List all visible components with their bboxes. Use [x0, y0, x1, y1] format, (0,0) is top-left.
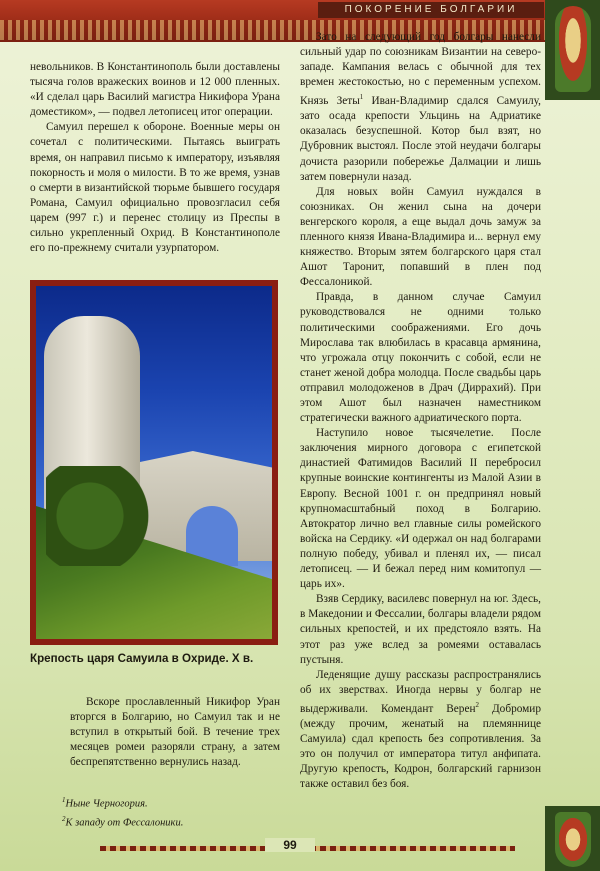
paragraph: Наступило новое тысячелетие. После заключения мирного договора с египетской династией Фатимидов Василий II перебросил крупные воинские контингенты из Малой Азии в Европу. Весной 1001 г. он предпринял новый крупномасштабный поход в Болгарию. Автократор лично вел главные силы ромейского войска на Сердику. «И одержал он над болгарами полную победу, убивал и пленял их, — писал летописец. — И бежал перед ним комитопул — царь их». [300, 427, 541, 591]
paragraph [300, 668, 541, 793]
text-run: Зато на следующий год болгары нанесли сильный удар по союзникам Византии на северо-западе. Кампания велась с обычной для тех времен жестокостью, но с переменным успехом. Князь Зеты [300, 31, 541, 108]
photo-caption: Крепость царя Самуила в Охриде. X в. [30, 652, 254, 665]
paragraph: Вскоре прославленный Никифор Уран вторгся в Болгарию, но Самуил так и не вступил в открытый бой. В течение трех месяцев ромеи разоряли страну, а затем беспрепятственно вернулись назад. [70, 696, 280, 769]
text-run: Иван-Владимир сдался Самуилу, зато осада крепости Ульцинь на Адриатике оказалась безуспешной. Котор был взят, но Дубровник выстоял. После этой неудачи болгары дочиста разорили побережье Далмации и лишь затем повернули назад. [300, 95, 541, 183]
heraldic-emblem-icon [555, 6, 591, 92]
corner-ornament-top [545, 0, 600, 100]
footnotes [62, 793, 292, 830]
bush-shape [46, 466, 156, 566]
paragraph [300, 30, 541, 185]
text-run: Добромир (между прочим, женатый на племяннице Самуила) сдал крепость без сопротивления. За это он получил от императора титул анфипата. Другую крепость, Кодрон, болгарский гарнизон также оставил без боя. [300, 702, 541, 791]
footnote-2 [62, 812, 292, 831]
footnote-mark: 2 [62, 814, 66, 823]
left-column-top [30, 60, 280, 256]
footnote-1 [62, 793, 292, 812]
fortress-photo-frame [30, 280, 278, 645]
paragraph: Взяв Сердику, василевс повернул на юг. Здесь, в Македонии и Фессалии, болгары владели рядом сильных крепостей, и их предстояло взять. На этот раз уже вслед за ромеями оставалась пустыня. [300, 593, 541, 666]
paragraph: невольников. В Константинополь были доставлены тысяча голов вражеских воинов и 12 000 пленных. «И сделал царь Василий магистра Никифора Урана доместиком», — подвел летописец итог операции. [30, 61, 280, 119]
running-title: ПОКОРЕНИЕ БОЛГАРИИ [318, 2, 544, 18]
text-run: Леденящие душу рассказы распространялись об их зверствах. Иногда нервы у болгар не выдерживали. Комендант Верен [300, 668, 541, 715]
right-column [300, 30, 541, 792]
footnote-mark: 1 [62, 796, 66, 804]
page-number: 99 [265, 838, 315, 852]
paragraph: Самуил перешел к обороне. Военные меры он сочетал с политическими. Пытаясь выиграть время, он направил письмо к императору, изъявляя покорность и моля о милости. В то же время, узнав о смерти в византийской тюрьме бывшего государя Романа, Самуил официально провозгласил себя царем (997 г.) и перенес столицу из Преспы в сильно укрепленный Охрид. В Константинополе его по-прежнему считали узурпатором. [30, 121, 280, 255]
paragraph: Правда, в данном случае Самуил руководствовался не одними только политическими соображениями. Его дочь Мирослава так влюбилась в красавца армянина, что угрожала отцу покончить с собой, если не станет женой добра молодца. После свадьбы царь отправил молодоженов в Драч (Диррахий). При этом Ашот был назначен наместником стратегически важного адриатического порта. [300, 291, 541, 425]
footnote-text: Ныне Черногория. [65, 798, 148, 810]
footnote-ref: 2 [475, 700, 480, 709]
heraldic-emblem-icon [555, 812, 591, 867]
corner-ornament-bottom [545, 806, 600, 871]
left-column-bottom [70, 695, 280, 770]
fortress-photo [36, 286, 272, 639]
footnote-ref: 1 [359, 93, 364, 102]
paragraph: Для новых войн Самуил нуждался в союзниках. Он женил сына на дочери венгерского короля, а еще выдал дочь замуж за пленного князя Ивана-Владимира и... вернул ему княжество. Вторым зятем болгарского царя стал Ашот Таронит, попавший в плен под Фессалоникой. [300, 185, 541, 289]
footnote-text: К западу от Фессалоники. [65, 817, 184, 828]
